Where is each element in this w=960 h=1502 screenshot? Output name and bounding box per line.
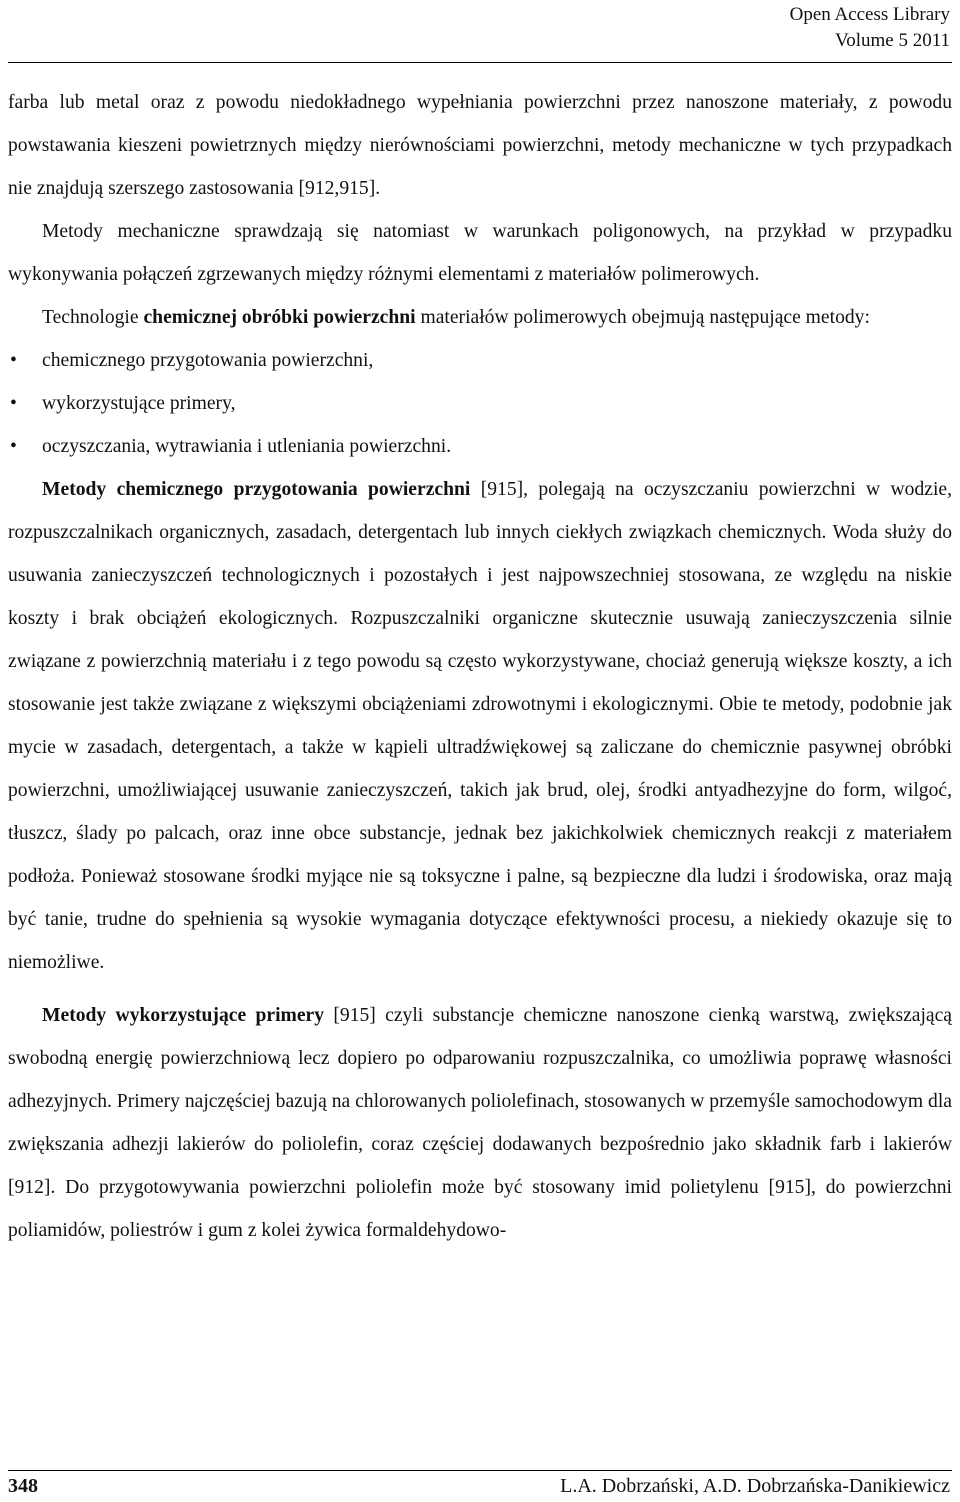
header-divider (8, 62, 952, 63)
page-body (8, 81, 952, 1252)
footer-authors: L.A. Dobrzański, A.D. Dobrzańska-Danikiewicz (560, 1475, 950, 1497)
paragraph-chemical-treatment-intro (8, 296, 952, 339)
term-chemical-preparation: Metody chemicznego przygotowania powierzchni (42, 479, 471, 500)
methods-bullet-list (8, 339, 952, 468)
term-primers: Metody wykorzystujące primery (42, 1005, 325, 1026)
paragraph-mechanical-methods: Metody mechaniczne sprawdzają się natomiast w warunkach poligonowych, na przykład w przypadku wykonywania połączeń zgrzewanych między różnymi elementami z materiałów polimerowych. (8, 221, 952, 285)
intro-text-continued: materiałów polimerowych obejmują następujące metody: (415, 307, 870, 328)
paragraph-text: [915] czyli substancje chemiczne nanoszone cienką warstwą, zwiększającą swobodną energię powierzchniową lecz dopiero po odparowaniu rozpuszczalnika, co umożliwia poprawę własności adhezyjnych. Primery najczęściej bazują na chlorowanych poliolefinach, stosowanych w przemyśle samochodowym dla zwiększania adhezji lakierów do poliolefin, coraz częściej dodawanych bezpośrednio jako składnik farb i lakierów [912]. Do przygotowywania powierzchni poliolefin może być stosowany imid polietylenu [915], do powierzchni poliamidów, poliestrów i gum z kolei żywica formaldehydowo- (8, 1005, 952, 1241)
running-header (790, 2, 950, 54)
term-chemical-treatment: chemicznej obróbki powierzchni (143, 307, 416, 328)
page-number: 348 (8, 1475, 38, 1497)
list-item (8, 339, 952, 382)
paragraph-text: [915], polegają na oczyszczaniu powierzchni w wodzie, rozpuszczalnikach organicznych, zasadach, detergentach lub innych ciekłych związkach chemicznych. Woda służy do usuwania zanieczyszczeń technologicznych i pozostałych i jest najpowszechniej stosowana, ze względu na niskie koszty i brak obciążeń ekologicznych. Rozpuszczalniki organiczne skutecznie usuwają zanieczyszczenia silnie związane z powierzchnią materiału i z tego powodu są często wykorzystywane, chociaż generują większe koszty, a ich stosowanie jest także związane z większymi obciążeniami zdrowotnymi i ekologicznymi. Obie te metody, podobnie jak mycie w zasadach, detergentach, a także w kąpieli ultradźwiękowej są zaliczane do chemicznie pasywnej obróbki powierzchni, umożliwiającej usuwanie zanieczyszczeń, takich jak brud, olej, środki antyadhezyjne do form, wilgoć, tłuszcz, ślady po palcach, oraz inne obce substancje, jednak bez jakichkolwiek chemicznych reakcji z materiałem podłoża. Ponieważ stosowane środki myjące nie są toksyczne i palne, są bezpieczne dla ludzi i środowiska, oraz mają być tanie, trudne do spełnienia są wysokie wymagania dotyczące efektywności procesu, a niekiedy okazuje się to niemożliwe. (8, 479, 952, 973)
intro-text: Technologie (42, 307, 144, 328)
list-item (8, 382, 952, 425)
list-item-text: oczyszczania, wytrawiania i utleniania powierzchni. (42, 436, 452, 457)
bullet-icon: • (10, 393, 17, 414)
list-item (8, 425, 952, 468)
paragraph-primers (8, 994, 952, 1252)
list-item-text: wykorzystujące primery, (42, 393, 236, 414)
bullet-icon: • (10, 350, 17, 371)
list-item-text: chemicznego przygotowania powierzchni, (42, 350, 374, 371)
header-volume: Volume 5 2011 (834, 30, 950, 51)
header-publisher: Open Access Library (789, 4, 950, 25)
paragraph-continuation: farba lub metal oraz z powodu niedokładnego wypełniania powierzchni przez nanoszone materiały, z powodu powstawania kieszeni powietrznych między nierównościami powierzchni, metody mechaniczne w tych przypadkach nie znajdują szerszego zastosowania [912,915]. (8, 92, 952, 199)
paragraph-chemical-preparation (8, 468, 952, 984)
bullet-icon: • (10, 436, 17, 457)
